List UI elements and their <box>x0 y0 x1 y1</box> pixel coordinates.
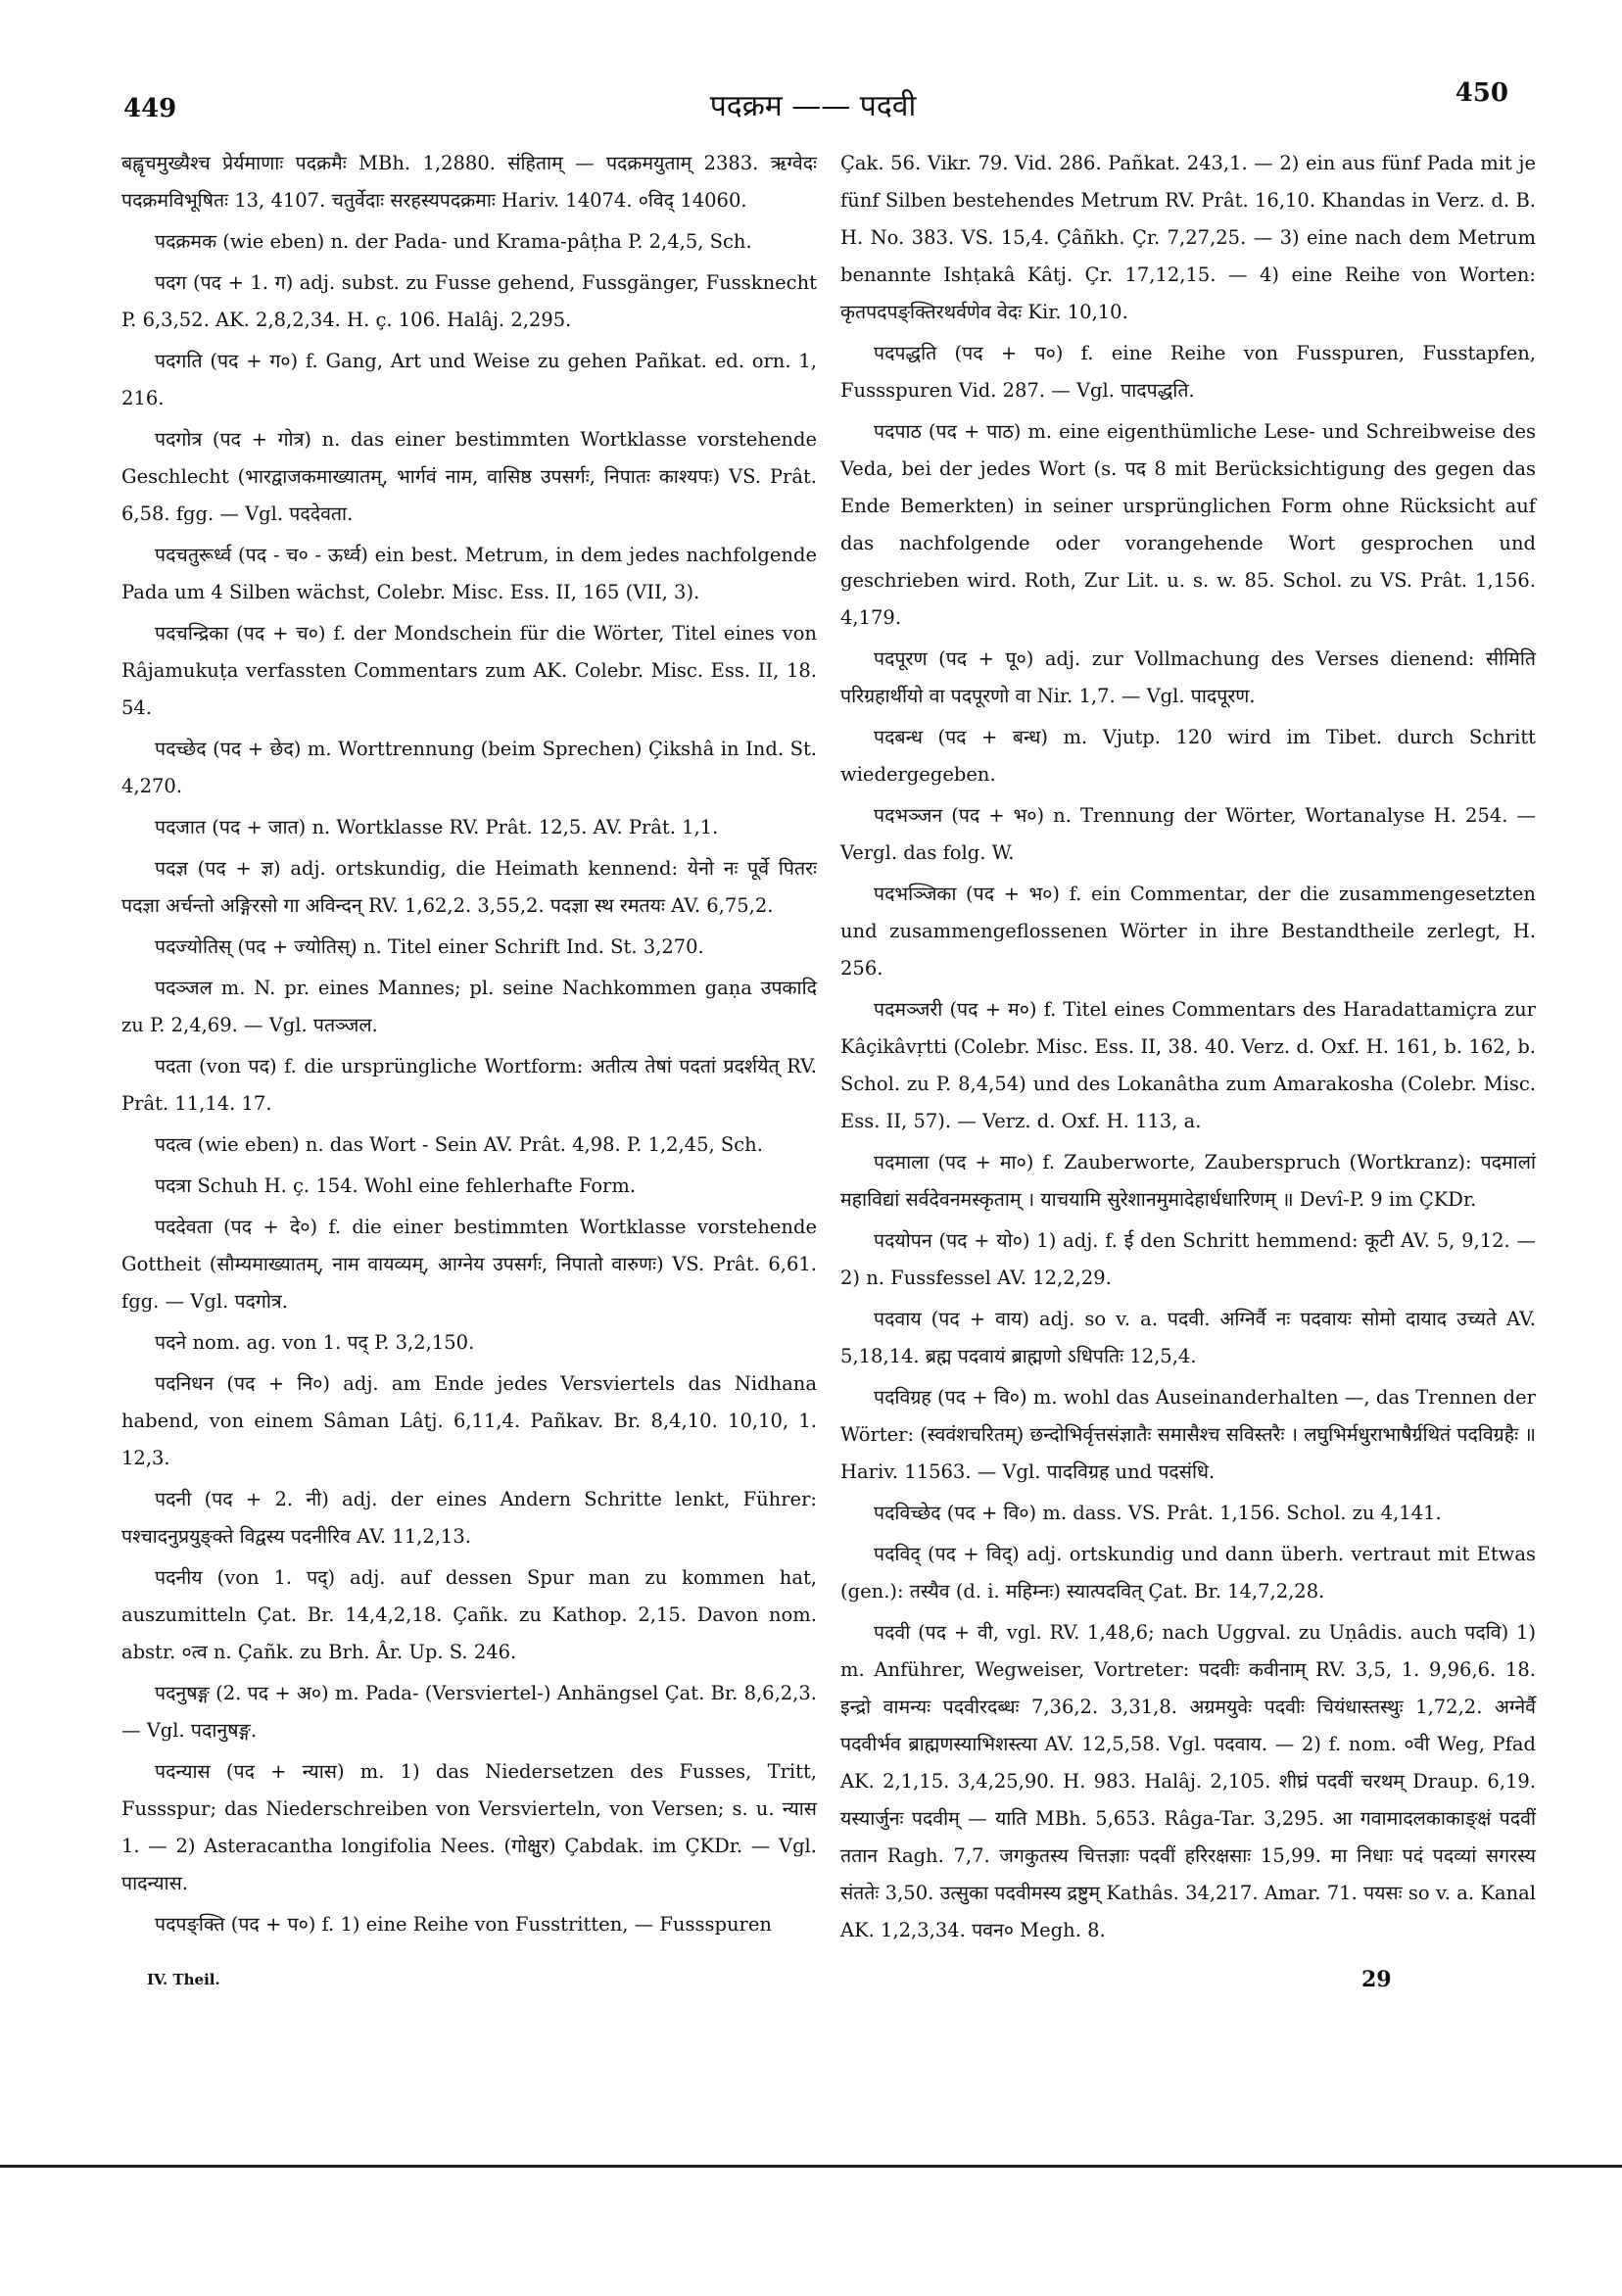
dictionary-entry: पदविच्छेद (पद + वि०) m. dass. VS. Prât. 1,156. Schol. zu 4,141. <box>874 1502 1442 1524</box>
left-column <box>121 145 817 1947</box>
dictionary-entry: पदमाला (पद + मा०) f. Zauberworte, Zauberspruch (Wortkranz): पदमालां महाविद्यां सर्वदेवनमस्कृताम् । याचयामि सुरेशानमुमादेहार्धधारिणम् ॥ Devî-P. 9 im ÇKDr. <box>840 1151 1536 1211</box>
dictionary-entry: पदनीय (von 1. पद्) adj. auf dessen Spur man zu kommen hat, auszumitteln Çat. Br. 14,4,2,18. Çañk. zu Kathop. 2,15. Davon nom. abstr. ०त्व n. Çañk. zu Brh. Âr. Up. S. 246. <box>121 1566 817 1663</box>
dictionary-entry: पददेवता (पद + दे०) f. die einer bestimmten Wortklasse vorstehende Gottheit (सौम्यमाख्यातम्, नाम वायव्यम्, आग्नेय उपसर्गः, निपातो वारुणः) VS. Prât. 6,61. fgg. — Vgl. पदगोत्र. <box>121 1216 817 1313</box>
dictionary-entry: पदचन्द्रिका (पद + च०) f. der Mondschein für die Wörter, Titel eines von Râjamukuṭa verfassten Commentars zum AK. Colebr. Misc. Ess. II, 18. 54. <box>121 622 817 719</box>
dictionary-entry: पदभञ्जिका (पद + भ०) f. ein Commentar, der die zusammengesetzten und zusammengeflossenen Wörter in ihre Bestandtheile zerlegt, H. 256. <box>840 883 1536 980</box>
dictionary-entry: पदजात (पद + जात) n. Wortklasse RV. Prât. 12,5. AV. Prât. 1,1. <box>155 816 719 838</box>
dictionary-entry: पदनुषङ्ग (2. पद + अ०) m. Pada- (Versviertel-) Anhängsel Çat. Br. 8,6,2,3. — Vgl. पदानुषङ्ग. <box>121 1682 817 1742</box>
dictionary-entry: पदनिधन (पद + नि०) adj. am Ende jedes Versviertels das Nidhana habend, von einem Sâman Lâṭj. 6,11,4. Pañkav. Br. 8,4,10. 10,10, 1. 12,3. <box>121 1372 817 1469</box>
dictionary-entry: पदने nom. ag. von 1. पद् P. 3,2,150. <box>155 1331 475 1354</box>
dictionary-entry: पदभञ्जन (पद + भ०) n. Trennung der Wörter, Wortanalyse H. 254. — Vergl. das folg. W. <box>840 804 1536 864</box>
dictionary-entry: पदच्छेद (पद + छेद) m. Worttrennung (beim Sprechen) Çikshâ in Ind. St. 4,270. <box>121 738 817 797</box>
dictionary-entry: पदञ्जल m. N. pr. eines Mannes; pl. seine Nachkommen gaṇa उपकादि zu P. 2,4,69. — Vgl. पतञ्जल. <box>121 977 817 1036</box>
dictionary-entry: पदज्योतिस् (पद + ज्योतिस्) n. Titel einer Schrift Ind. St. 3,270. <box>155 935 704 958</box>
dictionary-entry: पदत्व (wie eben) n. das Wort - Sein AV. Prât. 4,98. P. 1,2,45, Sch. <box>155 1133 763 1156</box>
dictionary-entry: पदन्यास (पद + न्यास) m. 1) das Niedersetzen des Fusses, Tritt, Fussspur; das Niederschreiben von Versvierteln, von Versen; s. u. न्यास 1. — 2) Asteracantha longifolia Nees. (गोक्षुर) Çabdak. im ÇKDr. — Vgl. पादन्यास. <box>121 1760 817 1894</box>
page-header <box>118 78 1508 127</box>
dictionary-entry: पदयोपन (पद + यो०) 1) adj. f. ई den Schritt hemmend: कूटी AV. 5, 9,12. — 2) n. Fussfessel AV. 12,2,29. <box>840 1229 1536 1289</box>
dictionary-entry: Çak. 56. Vikr. 79. Vid. 286. Pañkat. 243,1. — 2) ein aus fünf Pada mit je fünf Silben bestehendes Metrum RV. Prât. 16,10. Khandas in Verz. d. B. H. No. 383. VS. 15,4. Çâñkh. Çr. 7,27,25. — 3) eine nach dem Metrum benannte Ishṭakâ Kâtj. Çr. 17,12,15. — 4) eine Reihe von Worten: कृतपदपङ्क्तिरथर्वणेव वेदः Kir. 10,10. <box>840 152 1536 323</box>
dictionary-entry: पदक्रमक (wie eben) n. der Pada- und Krama-pâṭha P. 2,4,5, Sch. <box>155 230 752 253</box>
right-column <box>840 145 1536 1953</box>
dictionary-entry: पदवी (पद + वी, vgl. RV. 1,48,6; nach Uggval. zu Uṇâdis. auch पदवि) 1) m. Anführer, Wegweiser, Vortreter: पदवीः कवीनाम् RV. 3,5, 1. 9,96,6. 18. इन्द्रो वामन्यः पदवीरदब्धः 7,36,2. 3,31,8. अग्रमयुवेः पदवीः चियंधास्तस्थुः 1,72,2. अग्नेर्वै पदवीर्भव ब्राह्मणस्याभिशस्त्या AV. 12,5,58. Vgl. पदवाय. — 2) f. nom. ०वी Weg, Pfad AK. 2,1,15. 3,4,25,90. H. 983. Halâj. 2,105. शीघ्रं पदवीं चरथम् Draup. 6,19. यस्यार्जुनः पदवीम् — याति MBh. 5,653. Râga-Tar. 3,295. आ गवामादलकाकाङ्क्षं पदवीं ततान Ragh. 7,7. जगकुतस्य चित्तज्ञाः पदवीं हरिरक्षसाः 15,99. मा निधाः पदं पदव्यां सगरस्य संततेः 3,50. उत्सुका पदवीमस्य द्रष्टुम् Kathâs. 34,217. Amar. 71. पयसः so v. a. Kanal AK. 1,2,3,34. पवन० Megh. 8. <box>840 1621 1536 1941</box>
dictionary-entry: पदगति (पद + ग०) f. Gang, Art und Weise zu gehen Pañkat. ed. orn. 1, 216. <box>121 350 817 409</box>
dictionary-entry: पदविग्रह (पद + वि०) m. wohl das Auseinanderhalten —, das Trennen der Wörter: (स्ववंशचरितम्) छन्दोभिर्वृत्तसंज्ञातैः समासैश्च सविस्तरैः । लघुभिर्मधुराभाषैर्ग्रथितं पदविग्रहैः ॥ Hariv. 11563. — Vgl. पादविग्रह und पदसंधि. <box>840 1386 1536 1483</box>
dictionary-entry: पदमञ्जरी (पद + म०) f. Titel eines Commentars des Haradattamiçra zur Kâçikâvṛtti (Colebr. Misc. Ess. II, 38. 40. Verz. d. Oxf. H. 161, b. 162, b. Schol. zu P. 8,4,54) und des Lokanâtha zum Amarakosha (Colebr. Misc. Ess. II, 57). — Verz. d. Oxf. H. 113, a. <box>840 998 1536 1132</box>
dictionary-entry: पदचतुरूर्ध्व (पद - च० - ऊर्ध्व) ein best. Metrum, in dem jedes nachfolgende Pada um 4 Silben wächst, Colebr. Misc. Ess. II, 165 (VII, 3). <box>121 544 817 603</box>
dictionary-entry: पदता (von पद) f. die ursprüngliche Wortform: अतीत्य तेषां पदतां प्रदर्शयेत् RV. Prât. 11,14. 17. <box>121 1055 817 1115</box>
dictionary-entry: पदत्रा Schuh H. ç. 154. Wohl eine fehlerhafte Form. <box>155 1174 637 1197</box>
signature-mark: 29 <box>1361 1967 1392 1992</box>
dictionary-entry: पदनी (पद + 2. नी) adj. der eines Andern Schritte lenkt, Führer: पश्चादनुप्रयुङ्क्ते विद्वस्य पदनीरिव AV. 11,2,13. <box>121 1488 817 1548</box>
dictionary-entry: पदपङ्क्ति (पद + प०) f. 1) eine Reihe von Fusstritten, — Fussspuren <box>155 1913 772 1936</box>
left-page-number: 449 <box>123 94 177 123</box>
dictionary-entry: पदपूरण (पद + पू०) adj. zur Vollmachung des Verses dienend: सीमिति परिग्रहार्थीयो वा पदपूरणो वा Nir. 1,7. — Vgl. पादपूरण. <box>840 647 1536 707</box>
dictionary-entry: पदपाठ (पद + पाठ) m. eine eigenthümliche Lese- und Schreibweise des Veda, bei der jedes Wort (s. पद 8 mit Berücksichtigung des gegen das Ende Bemerkten) in seiner ursprünglichen Form ohne Rücksicht auf das nachfolgende oder vorangehende Wort gesprochen und geschrieben wird. Roth, Zur Lit. u. s. w. 85. Schol. zu VS. Prât. 1,156. 4,179. <box>840 420 1536 629</box>
right-page-number: 450 <box>1455 78 1508 108</box>
dictionary-entry: बह्वृचमुख्यैश्च प्रेर्यमाणाः पदक्रमैः MBh. 1,2880. संहिताम् — पदक्रमयुताम् 2383. ऋग्वेदः पदक्रमविभूषितः 13, 4107. चतुर्वेदाः सरहस्यपदक्रमाः Hariv. 14074. ०विद् 14060. <box>121 152 817 212</box>
running-title: पदक्रम —— पदवी <box>709 89 917 123</box>
dictionary-entry: पदबन्ध (पद + बन्ध) m. Vjutp. 120 wird im Tibet. durch Schritt wiedergegeben. <box>840 726 1536 786</box>
dictionary-entry: पदग (पद + 1. ग) adj. subst. zu Fusse gehend, Fussgänger, Fussknecht P. 6,3,52. AK. 2,8,2,34. H. ç. 106. Halâj. 2,295. <box>121 271 817 331</box>
dictionary-entry: पदपद्धति (पद + प०) f. eine Reihe von Fusspuren, Fusstapfen, Fussspuren Vid. 287. — Vgl. पादपद्धति. <box>840 342 1536 402</box>
dictionary-entry: पदज्ञ (पद + ज्ञ) adj. ortskundig, die Heimath kennend: येनो नः पूर्वे पितरः पदज्ञा अर्चन्तो अङ्गिरसो गा अविन्दन् RV. 1,62,2. 3,55,2. पदज्ञा स्थ रमतयः AV. 6,75,2. <box>121 857 817 917</box>
volume-note: IV. Theil. <box>147 1971 220 1988</box>
bottom-rule <box>0 2165 1622 2168</box>
dictionary-entry: पदवाय (पद + वाय) adj. so v. a. पदवी. अग्निर्वै नः पदवायः सोमो दायाद उच्यते AV. 5,18,14. ब्रह्म पदवायं ब्राह्मणो ऽधिपतिः 12,5,4. <box>840 1308 1536 1367</box>
dictionary-entry: पदगोत्र (पद + गोत्र) n. das einer bestimmten Wortklasse vorstehende Geschlecht (भारद्वाजकमाख्यातम्, भार्गवं नाम, वासिष्ठ उपसर्गः, निपातः काश्यपः) VS. Prât. 6,58. fgg. — Vgl. पददेवता. <box>121 428 817 525</box>
dictionary-entry: पदविद् (पद + विद्) adj. ortskundig und dann überh. vertraut mit Etwas (gen.): तस्यैव (d. i. महिम्नः) स्यात्पदवित् Çat. Br. 14,7,2,28. <box>840 1543 1536 1602</box>
